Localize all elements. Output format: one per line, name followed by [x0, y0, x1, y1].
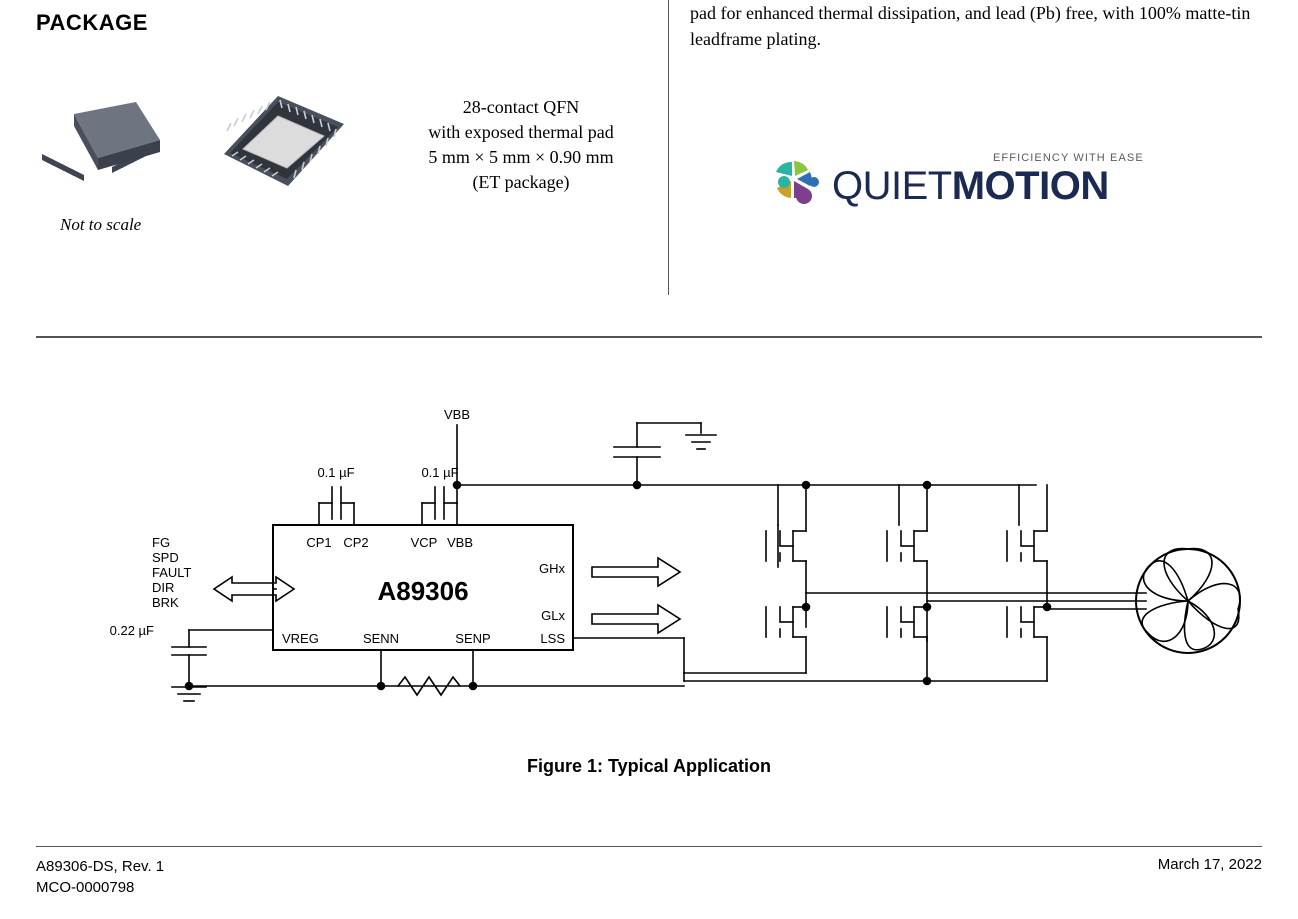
footer-doc-id: A89306-DS, Rev. 1: [36, 858, 165, 875]
column-divider: [668, 0, 669, 295]
package-caption-line-1: 28-contact QFN: [462, 97, 580, 117]
svg-text:VBB: VBB: [443, 407, 471, 422]
svg-text:SENN: SENN: [362, 631, 400, 646]
svg-text:SENP: SENP: [455, 631, 491, 646]
figure-caption: Figure 1: Typical Application: [526, 756, 772, 776]
svg-text:0.1 µF: 0.1 µF: [317, 465, 355, 480]
brand-logo: [770, 150, 1190, 225]
section-divider: [36, 336, 1262, 338]
svg-text:CP2: CP2: [343, 535, 369, 550]
footer-mco: MCO-0000798: [36, 879, 135, 896]
package-image-bottom: [218, 92, 348, 202]
svg-text:VBB: VBB: [446, 535, 474, 550]
svg-text:GLx: GLx: [541, 608, 565, 623]
logo-tagline: EFFICIENCY WITH EASE: [993, 152, 1144, 164]
svg-text:A89306: A89306: [377, 576, 469, 606]
footer-left: [36, 856, 164, 898]
svg-text:DIR: DIR: [152, 580, 175, 595]
package-caption-line-4: (ET package): [472, 172, 570, 192]
svg-text:GHx: GHx: [539, 561, 565, 576]
svg-text:FAULT: FAULT: [152, 565, 192, 580]
package-caption-line-2: with exposed thermal pad: [428, 122, 614, 142]
package-caption-line-3: 5 mm × 5 mm × 0.90 mm: [428, 147, 614, 167]
footer-date: March 17, 2022: [1157, 856, 1262, 873]
logo-wordmark-light: QUIET: [832, 164, 952, 208]
svg-text:CP1: CP1: [306, 535, 332, 550]
svg-text:VREG: VREG: [282, 631, 319, 646]
svg-text:0.1 µF: 0.1 µF: [421, 465, 459, 480]
description-paragraph: pad for enhanced thermal dissipation, and lead (Pb) free, with 100% matte-tin leadframe plating.: [690, 3, 1251, 49]
page-title: PACKAGE: [36, 10, 148, 35]
svg-text:LSS: LSS: [540, 631, 565, 646]
svg-text:0.22 µF: 0.22 µF: [109, 623, 154, 638]
logo-wordmark-bold: MOTION: [951, 164, 1109, 208]
package-caption: [396, 95, 646, 195]
footer-divider: [36, 846, 1262, 847]
svg-text:VCP: VCP: [410, 535, 438, 550]
svg-text:SPD: SPD: [152, 550, 179, 565]
quietmotion-mark-icon: [770, 158, 826, 212]
typical-application-schematic: [36, 395, 1262, 735]
svg-text:BRK: BRK: [152, 595, 179, 610]
logo-wordmark: [832, 164, 1109, 209]
svg-text:FG: FG: [152, 535, 171, 550]
package-image-top: [36, 96, 166, 196]
not-to-scale-note: Not to scale: [60, 215, 142, 234]
